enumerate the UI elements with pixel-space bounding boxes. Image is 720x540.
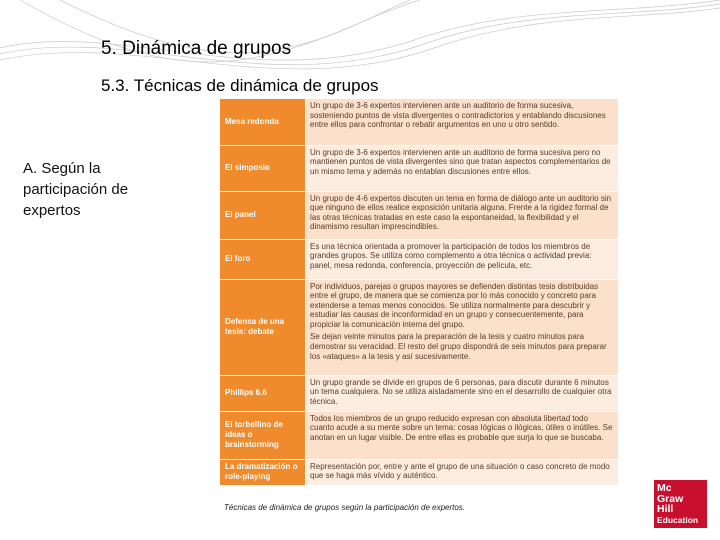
technique-name: El foro <box>220 239 306 279</box>
mcgraw-hill-logo <box>654 480 707 528</box>
technique-description: Un grupo grande se divide en grupos de 6 personas, para discutir durante 6 minutos un tema cualquiera. No se utiliza aisladamente sino en el desarrollo de cualquier otra técnica. <box>306 375 619 411</box>
technique-description: Un grupo de 3-6 expertos intervienen ante un auditorio de forma sucesiva, sosteniendo puntos de vista divergentes o contradictorios y entablando discusiones entre ellos para confrontar o rebatir argumentos en uno u otro sentido. <box>306 99 619 145</box>
logo-line: Hill <box>657 503 674 515</box>
logo-line: Graw <box>657 492 684 505</box>
technique-description: Un grupo de 3-6 expertos intervienen ante un auditorio de forma sucesiva pero no mantienen puntos de vista divergentes sino que tratan aspectos complementarios de un mismo tema y además no entablan discusiones entre ellos. <box>306 145 619 191</box>
techniques-table <box>220 99 618 486</box>
technique-description: Un grupo de 4-6 expertos discuten un tema en forma de diálogo ante un auditorio sin que ninguno de ellos realice exposición unitaria alguna. Frente a la rigidez formal de las otras técnicas tratadas en este caso la espontaneidad, la flexibilidad y el dinamismo resultan imprescindibles. <box>306 191 619 239</box>
page-title: 5. Dinámica de grupos <box>101 38 292 59</box>
technique-name: Mesa redonda <box>220 99 306 145</box>
logo-line: Mc <box>657 482 672 494</box>
category-label: A. Según la participación de expertos <box>23 160 129 219</box>
table-row <box>220 191 618 239</box>
technique-description: Representación por, entre y ante el grupo de una situación o caso concreto de modo que se haga más vívido y auténtico. <box>306 459 619 485</box>
technique-description: Es una técnica orientada a promover la participación de todos los miembros de grandes grupos. Se utiliza como complemento a otra técnica o actividad previa: panel, mesa redonda, conferencia, proyección de película, etc. <box>306 239 619 279</box>
table-caption: Técnicas de dinámica de grupos según la participación de expertos. <box>224 503 466 512</box>
technique-description: Por individuos, parejas o grupos mayores se defienden distintas tesis distribuidas entre el grupo, de manera que se comienza por lo más conocido y concreto para extenderse a temas menos conocidos. Se utiliza normalmente para descubrir y estudiar las causas de inconformidad en un grupo y consecuentemente, para propiciar la comunicación interna del grupo. Se dejan veinte minutos para la preparación de la tesis y cuatro minutos para demostrar su veracidad. El resto del grupo dispondrá de seis minutos para preparar los «ataques» a la tesis y así sucesivamente. <box>306 279 619 375</box>
technique-name: Defensa de una tesis: debate <box>220 279 306 375</box>
technique-name: El panel <box>220 191 306 239</box>
technique-name: El simposio <box>220 145 306 191</box>
table-row <box>220 99 618 145</box>
table-row <box>220 145 618 191</box>
table-row <box>220 239 618 279</box>
technique-name: La dramatización o role-playing <box>220 459 306 485</box>
table-row <box>220 279 618 375</box>
technique-name: El torbellino de ideas o brainstorming <box>220 411 306 459</box>
table-row <box>220 375 618 411</box>
section-subtitle: 5.3. Técnicas de dinámica de grupos <box>101 76 379 95</box>
table-row <box>220 459 618 485</box>
logo-line: Education <box>657 514 699 525</box>
technique-name: Phillips 6.6 <box>220 375 306 411</box>
technique-description: Todos los miembros de un grupo reducido expresan con absoluta libertad todo cuanto acude a su mente sobre un tema: cosas lógicas o ilógicas, útiles o inútiles. Se anotan en un lugar visible. De entre ellas es probable que surja lo que se buscaba. <box>306 411 619 459</box>
table-row <box>220 411 618 459</box>
